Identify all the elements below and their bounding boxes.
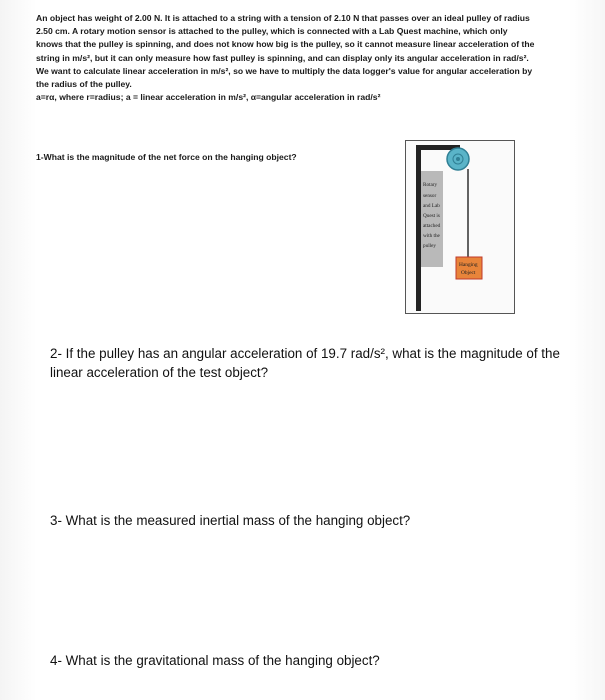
sensor-label-line: attached — [423, 223, 441, 229]
question-3: 3- What is the measured inertial mass of the hanging object? — [50, 513, 411, 528]
sensor-label-line: Rotary — [423, 182, 438, 188]
stand-vertical-post — [416, 145, 421, 311]
intro-paragraph-2: We want to calculate linear acceleration in m/s², so we have to multiply the data logger's value for angular acceleration by the radius of the pulley. — [36, 65, 533, 90]
sensor-label-line: sensor — [423, 193, 437, 199]
intro-paragraph-1: An object has weight of 2.00 N. It is attached to a string with a tension of 2.10 N that passes over an ideal pulley of radius 2.50 cm. A rotary motion sensor is attached to the pulley, which is connected with a Lab Quest machine, which only knows that the pulley is spinning, and does not know how big is the pulley, so it cannot measure linear acceleration of the string in m/s², but it can only measure how fast pulley is spinning, and can display only its angular acceleration in rad/s². — [36, 13, 535, 63]
pulley-axle — [456, 157, 460, 161]
hanging-label-line: Object — [461, 270, 476, 276]
sensor-label-line: pulley — [423, 243, 436, 249]
problem-intro — [36, 12, 536, 104]
question-1: 1-What is the magnitude of the net force on the hanging object? — [36, 152, 297, 162]
intro-formula: a=rα, where r=radius; a = linear acceleration in m/s², α=angular acceleration in rad/s² — [36, 92, 381, 103]
sensor-label-line: Quest is — [423, 213, 440, 219]
sensor-label-line: with the — [423, 233, 440, 239]
question-4: 4- What is the gravitational mass of the hanging object? — [50, 653, 380, 668]
sensor-label-line: and Lab — [423, 203, 440, 209]
question-2: 2- If the pulley has an angular acceleration of 19.7 rad/s², what is the magnitude of the linear acceleration of the test object? — [50, 346, 560, 380]
hanging-label-line: Hanging — [459, 262, 478, 268]
pulley-figure — [405, 140, 515, 314]
pulley-diagram — [406, 141, 514, 313]
